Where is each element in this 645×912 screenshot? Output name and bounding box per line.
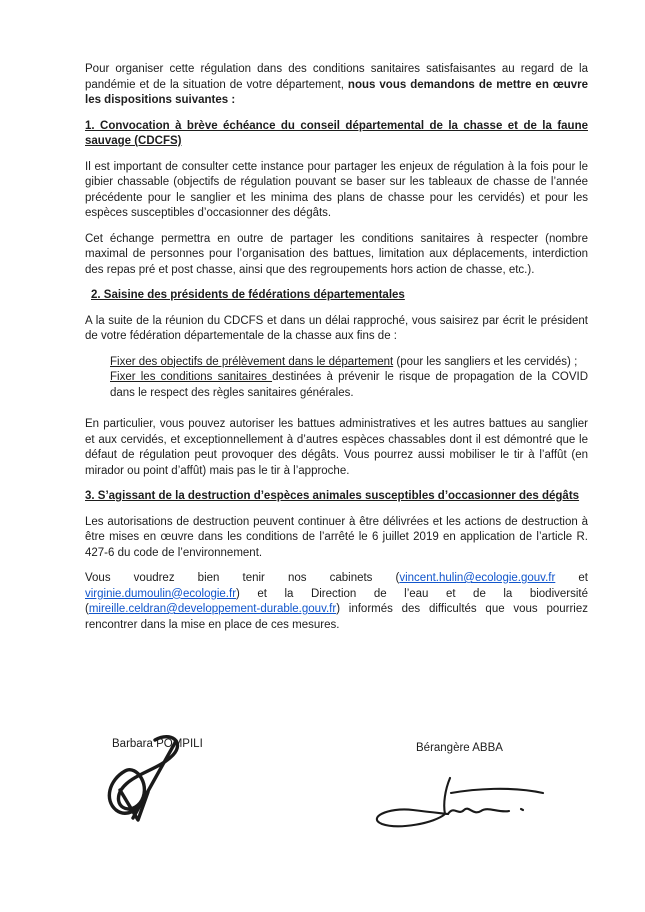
closing-text-2: et xyxy=(555,572,588,584)
closing-text-1: Vous voudrez bien tenir nos cabinets ( xyxy=(85,572,400,584)
list-item-sanitary-conditions xyxy=(110,370,588,401)
requirements-list xyxy=(110,355,588,402)
intro-text: Pour organiser cette régulation dans des conditions sanitaires satisfaisantes au regard de la pandémie et de la situation de votre département, xyxy=(85,63,588,91)
intro-bold-text: nous vous demandons de mettre en œuvre les dispositions suivantes : xyxy=(85,78,588,106)
signatory-name-left: Barbara POMPILI xyxy=(112,738,203,750)
section1-paragraph-2: Cet échange permettra en outre de partager les conditions sanitaires à respecter (nombre maximal de personnes pour l’organisation des battues, limitation aux déplacements, interdiction des repas pré et post chasse, ainsi que des regroupements hors action de chasse, etc.). xyxy=(85,232,588,276)
closing-text-3: ) et la Direction de l’eau et de la biodiversité ( xyxy=(85,587,588,615)
section1-paragraph-1: Il est important de consulter cette instance pour partager les enjeux de régulation à la fois pour le gibier chassable (objectifs de régulation pouvant se baser sur les tableaux de chasse de l’année précédente pour le sanglier et les minima des plans de chasse pour les cervidés) et pour les espèces susceptibles d’occasionner des dégâts. xyxy=(85,160,588,219)
closing-text-4: ) informés des difficultés que vous pourriez rencontrer dans la mise en place de ces mesures. xyxy=(85,603,588,631)
signature-berangere-abba-icon xyxy=(371,772,547,832)
intro-paragraph xyxy=(85,62,588,109)
list-item-plain-text: (pour les sangliers et les cervidés) ; xyxy=(393,355,578,368)
section3-paragraph-1: Les autorisations de destruction peuvent continuer à être délivrées et les actions de destruction à être mises en œuvre dans les conditions de l’arrêté le 6 juillet 2019 en application de l’article R. 427-6 du code de l’environnement. xyxy=(85,515,588,559)
email-link-vincent-hulin[interactable]: vincent.hulin@ecologie.gouv.fr xyxy=(399,572,556,584)
section3-heading: 3. S’agissant de la destruction d’espèces animales susceptibles d’occasionner des dégâts xyxy=(85,490,580,502)
signatory-name-right: Bérangère ABBA xyxy=(416,742,503,754)
email-link-virginie-dumoulin[interactable]: virginie.dumoulin@ecologie.fr xyxy=(85,587,237,600)
list-item-plain-text: destinées à prévenir le risque de propagation de la COVID dans le respect des règles sanitaires générales. xyxy=(110,371,588,399)
section2-paragraph-1: A la suite de la réunion du CDCFS et dans un délai rapproché, vous saisirez par écrit le président de votre fédération départementale de la chasse aux fins de : xyxy=(85,314,588,342)
list-item-underlined-text: Fixer les conditions sanitaires xyxy=(110,371,273,383)
signature-barbara-pompili-icon xyxy=(97,732,189,827)
closing-paragraph xyxy=(85,571,588,633)
email-link-mireille-celdran[interactable]: mireille.celdran@developpement-durable.gouv.fr xyxy=(88,603,337,615)
list-item-objectives xyxy=(110,355,588,371)
section2-heading: 2. Saisine des présidents de fédérations départementales xyxy=(91,289,405,301)
section1-heading: 1. Convocation à brève échéance du conseil départemental de la chasse et de la faune sauvage (CDCFS) xyxy=(85,119,588,147)
list-item-underlined-text: Fixer des objectifs de prélèvement dans le département xyxy=(110,355,394,368)
letter-body xyxy=(85,62,588,643)
section2-paragraph-2: En particulier, vous pouvez autoriser les battues administratives et les autres battues au sanglier et aux cervidés, et exceptionnellement à d’autres espèces chassables dont il est démontré que le défaut de régulation peut provoquer des dégâts. Vous pourrez aussi mobiliser le tir à l’affût (en mirador ou point d’affût) mais pas le tir à l’approche. xyxy=(85,418,588,477)
